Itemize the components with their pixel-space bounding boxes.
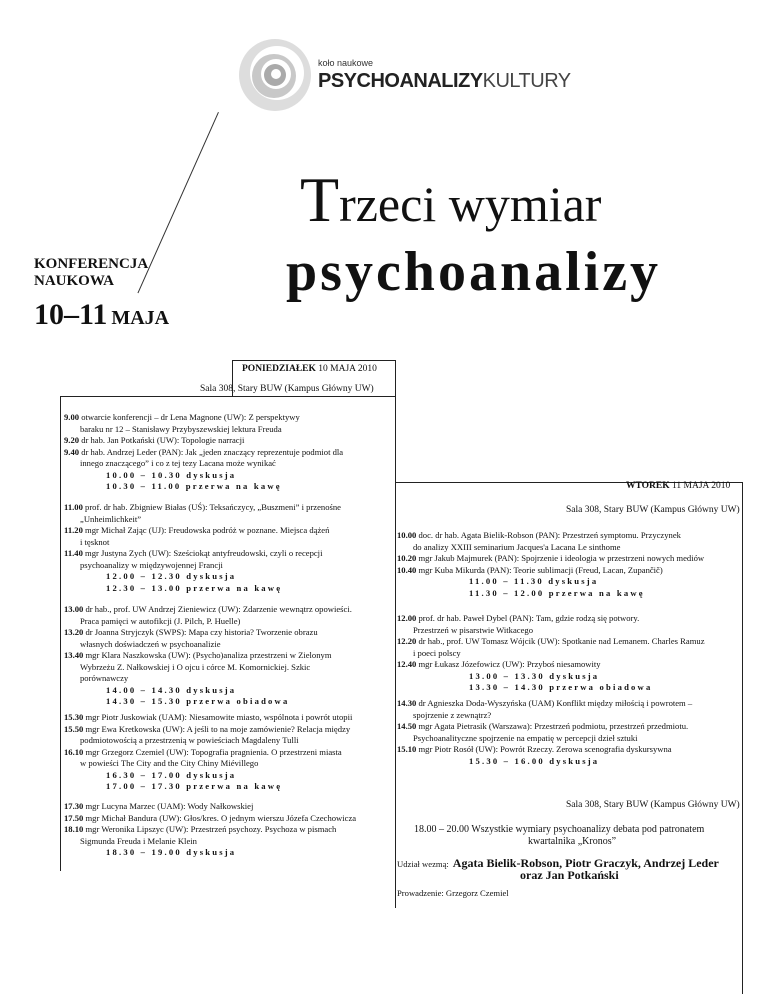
talk-text: mgr Łukasz Józefowicz (UW): Przyboś niesamowity bbox=[418, 659, 601, 669]
talk-text: mgr Justyna Zych (UW): Sześciokąt antyfreudowski, czyli o recepcji bbox=[85, 548, 323, 558]
talk-continuation: psychoanalizy w międzywojennej Francji bbox=[80, 559, 223, 570]
talk-entry bbox=[64, 650, 332, 661]
talk-continuation: własnych doświadczeń w psychoanalizie bbox=[80, 638, 221, 649]
talk-entry bbox=[64, 747, 342, 758]
talk-text: dr hab., prof. UW Tomasz Wójcik (UW): Spotkanie nad Lemanem. Charles Ramuz bbox=[418, 636, 705, 646]
conference-label-2: NAUKOWA bbox=[34, 273, 115, 289]
talk-text: dr hab. Andrzej Leder (PAN): Jak „jeden znaczący reprezentuje podmiot dla bbox=[81, 446, 344, 457]
talk-continuation: w powieści The City and the City Chiny Miévillego bbox=[80, 758, 259, 768]
talk-time: 10.40 bbox=[397, 564, 419, 575]
day1-venue: Sala 308, Stary BUW (Kampus Główny UW) bbox=[200, 384, 374, 394]
spiral-logo-icon bbox=[236, 36, 314, 114]
talk-entry bbox=[397, 636, 705, 647]
talk-continuation: i tęsknot bbox=[80, 536, 110, 547]
talk-entry bbox=[64, 447, 343, 458]
participants-names-2: oraz Jan Potkański bbox=[520, 868, 619, 882]
schedule-break: 15.30 – 16.00 dyskusja bbox=[469, 755, 600, 766]
talk-time: 16.10 bbox=[64, 746, 86, 757]
talk-time: 15.30 bbox=[64, 712, 86, 722]
talk-entry bbox=[64, 435, 244, 446]
talk-entry bbox=[64, 412, 300, 423]
day2-box-right bbox=[742, 482, 743, 994]
talk-entry bbox=[64, 502, 341, 513]
talk-time: 9.20 bbox=[64, 435, 82, 445]
debate-line2: kwartalnika „Kronos” bbox=[528, 836, 617, 847]
schedule-break: 14.30 – 15.30 przerwa obiadowa bbox=[106, 696, 290, 706]
talk-time: 12.20 bbox=[397, 636, 419, 646]
day1-box-left bbox=[60, 396, 61, 871]
talk-time: 18.10 bbox=[64, 824, 86, 834]
schedule-break: 13.30 – 14.30 przerwa obiadowa bbox=[469, 682, 653, 692]
talk-time: 10.20 bbox=[397, 553, 419, 563]
logo-brand bbox=[318, 70, 571, 93]
talk-entry bbox=[397, 613, 639, 624]
schedule-break: 12.00 – 12.30 dyskusja bbox=[106, 571, 237, 581]
talk-continuation: i poeci polscy bbox=[413, 647, 461, 658]
talk-time: 14.50 bbox=[397, 721, 419, 731]
talk-text: mgr Klara Naszkowska (UW): (Psycho)analiza przestrzeni w Zielonym bbox=[85, 650, 332, 660]
talk-continuation: Praca pamięci w autofikcji (J. Pilch, P. Huelle) bbox=[80, 615, 241, 626]
talk-text: prof. dr hab. Zbigniew Białas (UŚ): Teksańczycy, „Buszmeni” i przenośne bbox=[85, 502, 341, 512]
talk-entry bbox=[397, 698, 692, 709]
talk-time: 17.50 bbox=[64, 812, 86, 823]
day1-header bbox=[242, 364, 377, 374]
debate-venue: Sala 308, Stary BUW (Kampus Główny UW) bbox=[566, 800, 740, 810]
frame-top-line bbox=[232, 360, 396, 361]
talk-text: dr hab., prof. UW Andrzej Zieniewicz (UW): Zdarzenie wewnątrz opowieści. bbox=[85, 604, 352, 614]
talk-continuation: innego znaczącego” i co z tej tezy Lacana może wynikać bbox=[80, 458, 276, 468]
talk-entry bbox=[397, 721, 688, 732]
schedule-break: 12.30 – 13.00 przerwa na kawę bbox=[106, 582, 283, 593]
participants-names-1: Agata Bielik-Robson, Piotr Graczyk, Andrzej Leder bbox=[452, 856, 719, 870]
schedule-break: 17.00 – 17.30 przerwa na kawę bbox=[106, 781, 283, 791]
talk-text: mgr Piotr Juskowiak (UAM): Niesamowite miasto, wspólnota i powrót utopii bbox=[85, 712, 353, 722]
day1-box-top bbox=[60, 396, 396, 397]
talk-time: 13.20 bbox=[64, 627, 86, 637]
talk-text: dr Joanna Stryjczyk (SWPS): Mapa czy historia? Tworzenie obrazu bbox=[85, 627, 318, 637]
talk-entry bbox=[64, 548, 322, 559]
day1-weekday: PONIEDZIAŁEK bbox=[242, 364, 316, 374]
talk-time: 15.10 bbox=[397, 744, 419, 754]
talk-text: otwarcie konferencji – dr Lena Magnone (UW): Z perspektywy bbox=[81, 412, 300, 422]
talk-text: mgr Michał Bandura (UW): Głos/kres. O jednym wierszu Józefa Czechowicza bbox=[85, 812, 357, 823]
talk-continuation: „Unheimlichkeit” bbox=[80, 513, 142, 524]
debate-line1: 18.00 – 20.00 Wszystkie wymiary psychoanalizy debata pod patronatem bbox=[414, 824, 705, 835]
talk-time: 13.00 bbox=[64, 604, 86, 614]
talk-text: dr Agnieszka Doda-Wyszyńska (UAM) Konflikt między miłością i powrotem – bbox=[418, 698, 693, 708]
talk-text: doc. dr hab. Agata Bielik-Robson (PAN): Przestrzeń symptomu. Przyczynek bbox=[418, 530, 681, 540]
participants-label: Udział wezmą: bbox=[397, 859, 449, 869]
day2-weekday: WTOREK bbox=[626, 481, 670, 491]
talk-entry bbox=[64, 801, 253, 812]
talk-entry bbox=[397, 530, 681, 541]
talk-text: prof. dr hab. Paweł Dybel (PAN): Tam, gdzie rodzą się potwory. bbox=[418, 613, 640, 623]
talk-time: 13.40 bbox=[64, 650, 86, 660]
day2-box-left bbox=[395, 778, 396, 908]
conference-month: MAJA bbox=[111, 307, 170, 329]
logo-small-text: koło naukowe bbox=[318, 58, 374, 68]
schedule-break: 16.30 – 17.00 dyskusja bbox=[106, 769, 237, 780]
day2-venue: Sala 308, Stary BUW (Kampus Główny UW) bbox=[566, 505, 740, 515]
schedule-break: 14.00 – 14.30 dyskusja bbox=[106, 684, 237, 695]
schedule-break: 11.30 – 12.00 przerwa na kawę bbox=[469, 587, 645, 598]
talk-entry bbox=[64, 525, 329, 536]
talk-continuation: baraku nr 12 – Stanisławy Przybyszewskiej lektura Freuda bbox=[80, 423, 282, 434]
talk-entry bbox=[64, 824, 336, 835]
logo-brand-bold: PSYCHOANALIZY bbox=[318, 70, 483, 92]
talk-entry bbox=[64, 604, 352, 615]
talk-time: 11.20 bbox=[64, 525, 86, 535]
schedule-break: 13.00 – 13.30 dyskusja bbox=[469, 670, 600, 681]
talk-text: mgr Weronika Lipszyc (UW): Przestrzeń psychozy. Psychoza w pismach bbox=[85, 824, 337, 834]
debate-moderator: Prowadzenie: Grzegorz Czemiel bbox=[397, 888, 509, 898]
talk-time: 10.00 bbox=[397, 530, 419, 540]
talk-entry bbox=[64, 627, 318, 638]
talk-entry bbox=[64, 724, 350, 735]
talk-time: 9.00 bbox=[64, 412, 82, 422]
talk-time: 14.30 bbox=[397, 698, 419, 708]
talk-continuation: Wybrzeżu Z. Nałkowskiej i O ojcu i córce M. Komornickiej. Szkic bbox=[80, 661, 311, 672]
talk-time: 11.00 bbox=[64, 502, 86, 512]
day2-date: 11 MAJA 2010 bbox=[672, 481, 731, 491]
title-first-letter: T bbox=[300, 164, 340, 235]
talk-text: dr hab. Jan Potkański (UW): Topologie narracji bbox=[81, 435, 245, 445]
schedule-break: 18.30 – 19.00 dyskusja bbox=[106, 847, 237, 857]
talk-entry bbox=[397, 659, 601, 670]
talk-continuation: Sigmunda Freuda i Melanie Klein bbox=[80, 835, 197, 846]
talk-continuation: Psychoanalityczne spojrzenie na empatię w percepcji dzieł sztuki bbox=[413, 732, 638, 743]
talk-text: mgr Grzegorz Czemiel (UW): Topografia pragnienia. O przestrzeni miasta bbox=[85, 746, 342, 757]
talk-text: mgr Agata Pietrasik (Warszawa): Przestrzeń podmiotu, przestrzeń przedmiotu. bbox=[418, 721, 689, 731]
talk-entry bbox=[64, 712, 352, 723]
talk-continuation: Przestrzeń w pisarstwie Witkacego bbox=[413, 624, 534, 635]
page-title bbox=[300, 164, 602, 235]
talk-continuation: podmiotowością a przestrzenią w powieściach Magdaleny Tulli bbox=[80, 735, 299, 745]
talk-entry bbox=[64, 813, 356, 824]
talk-text: mgr Lucyna Marzec (UAM): Wody Nałkowskiej bbox=[85, 801, 254, 811]
talk-entry bbox=[397, 565, 663, 576]
talk-entry bbox=[397, 553, 704, 564]
title-line1: rzeci wymiar bbox=[339, 176, 602, 232]
talk-continuation: do analizy XXIII seminarium Jacques'a Lacana Le sinthome bbox=[413, 541, 621, 552]
day2-header bbox=[626, 481, 730, 491]
conference-label bbox=[34, 256, 148, 290]
conference-label-1: KONFERENCJA bbox=[34, 256, 149, 272]
talk-text: mgr Michał Zając (UJ): Freudowska podróż w poznane. Miejsca dążeń bbox=[85, 525, 330, 535]
talk-text: mgr Piotr Rosół (UW): Powrót Rzeczy. Zerowa scenografia dyskursywna bbox=[418, 744, 672, 754]
conference-dates bbox=[34, 298, 169, 332]
talk-entry bbox=[397, 744, 672, 755]
talk-time: 9.40 bbox=[64, 446, 82, 457]
conference-days: 10–11 bbox=[34, 298, 108, 331]
talk-text: mgr Ewa Kretkowska (UW): A jeśli to na moje zamówienie? Relacja między bbox=[85, 723, 351, 734]
frame-diagonal-line bbox=[137, 112, 218, 293]
talk-continuation: spojrzenie z zewnątrz? bbox=[413, 709, 492, 720]
talk-text: mgr Jakub Majmurek (PAN): Spojrzenie i ideologia w przestrzeni nowych mediów bbox=[418, 553, 705, 563]
schedule-break: 11.00 – 11.30 dyskusja bbox=[469, 576, 599, 586]
title-line2: psychoanalizy bbox=[286, 241, 662, 303]
frame-right-line bbox=[395, 360, 396, 778]
talk-text: mgr Kuba Mikurda (PAN): Teorie sublimacji (Freud, Lacan, Zupančič) bbox=[418, 564, 663, 575]
schedule-break: 10.00 – 10.30 dyskusja bbox=[106, 469, 237, 480]
schedule-break: 10.30 – 11.00 przerwa na kawę bbox=[106, 481, 282, 491]
talk-time: 15.50 bbox=[64, 723, 86, 734]
talk-time: 17.30 bbox=[64, 801, 86, 811]
logo-brand-light: KULTURY bbox=[482, 70, 571, 92]
talk-continuation: porównawczy bbox=[80, 673, 129, 683]
talk-time: 12.40 bbox=[397, 659, 419, 669]
talk-time: 12.00 bbox=[397, 613, 419, 623]
talk-time: 11.40 bbox=[64, 548, 86, 558]
day1-date: 10 MAJA 2010 bbox=[318, 364, 377, 374]
